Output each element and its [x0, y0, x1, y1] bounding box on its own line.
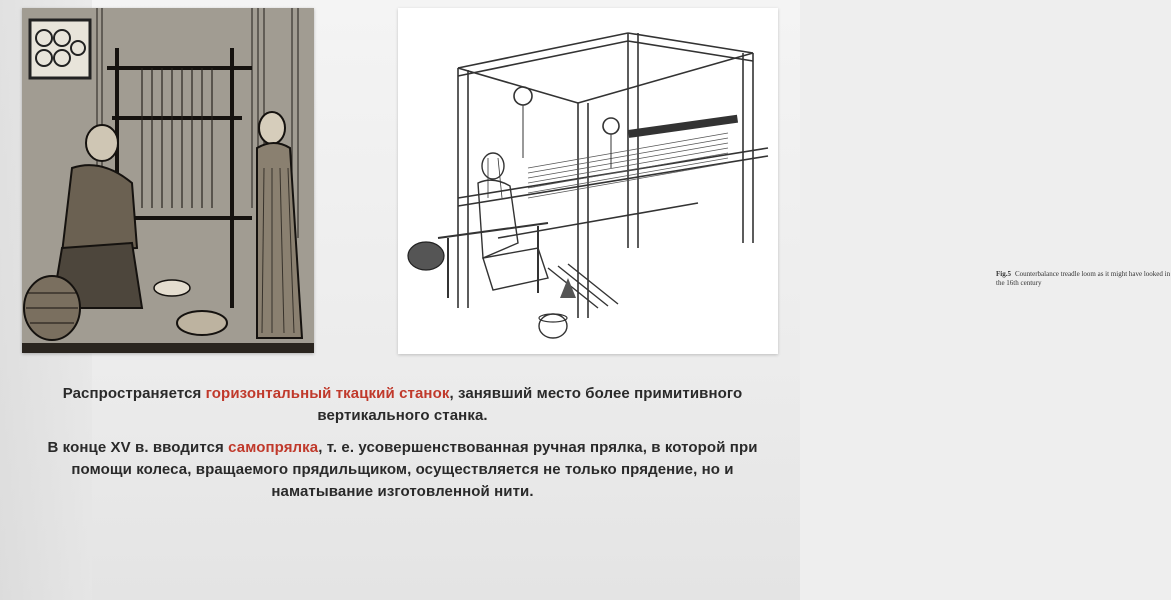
woodcut-weavers-at-loom-image [22, 8, 314, 353]
paragraph-horizontal-loom [30, 383, 775, 427]
paragraph2-before: В конце XV в. вводится [47, 439, 229, 456]
paragraph-spinning-wheel [30, 437, 775, 503]
term-horizontal-loom: горизонтальный ткацкий станок [205, 385, 450, 402]
paragraph1-after: , занявший место более примитивного вертикального станка. [317, 385, 743, 424]
term-spinning-wheel: самопрялка [228, 439, 319, 456]
loom-line-drawing-image [398, 8, 1171, 354]
paragraph2-after: , т. е. усовершенствованная ручная прялка, в которой при помощи колеса, вращаемого прядильщиком, осуществляется не только прядение, но и наматывание изготовленной нити. [71, 439, 758, 500]
body-text [30, 383, 775, 513]
figure-caption [996, 270, 1171, 288]
paragraph1-before: Распространяется [62, 385, 206, 402]
figure-caption-text: Counterbalance treadle loom as it might have looked in the 16th century [996, 270, 1171, 287]
figure-caption-label: Fig.5 [996, 270, 1011, 278]
